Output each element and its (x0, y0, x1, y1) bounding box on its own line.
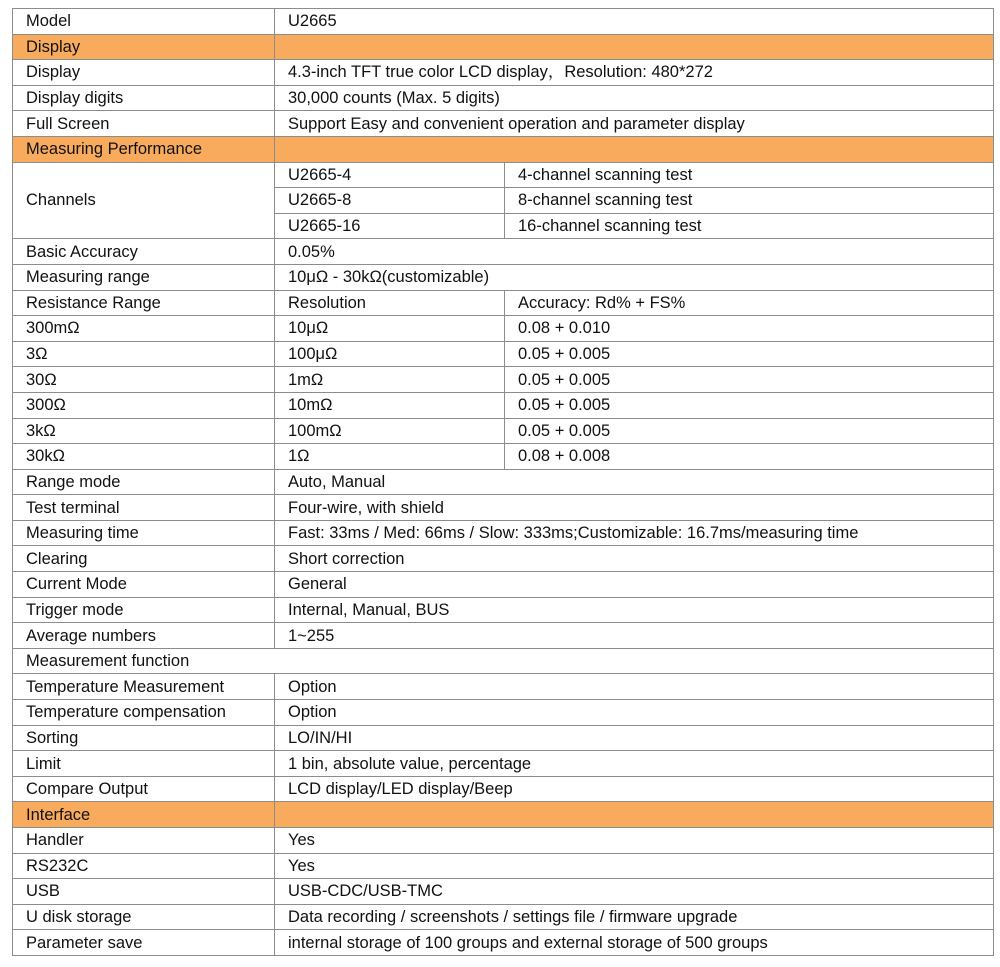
channel-row (13, 162, 994, 188)
spec-value: Auto, Manual (275, 469, 994, 495)
spec-value: internal storage of 100 groups and external storage of 500 groups (275, 930, 994, 956)
resolution-value: 1mΩ (275, 367, 505, 393)
spec-row (13, 751, 994, 777)
spec-row (13, 674, 994, 700)
resolution-value: 100mΩ (275, 418, 505, 444)
subsection-row-measurement-function (13, 648, 994, 674)
resistance-range: 30kΩ (13, 444, 275, 470)
spec-row (13, 469, 994, 495)
spec-value: 0.05% (275, 239, 994, 265)
spec-label: Display (13, 60, 275, 86)
spec-label: U disk storage (13, 904, 275, 930)
channel-desc: 8-channel scanning test (505, 188, 994, 214)
spec-value: Support Easy and convenient operation and parameter display (275, 111, 994, 137)
spec-label: Model (13, 9, 275, 35)
spec-row (13, 572, 994, 598)
spec-value: U2665 (275, 9, 994, 35)
resistance-range: 300mΩ (13, 316, 275, 342)
resistance-header-row (13, 290, 994, 316)
spec-row (13, 597, 994, 623)
spec-row (13, 828, 994, 854)
resistance-range-header: Resistance Range (13, 290, 275, 316)
spec-value: LO/IN/HI (275, 725, 994, 751)
resistance-range: 30Ω (13, 367, 275, 393)
spec-row (13, 776, 994, 802)
spec-row (13, 495, 994, 521)
channel-desc: 16-channel scanning test (505, 213, 994, 239)
spec-row (13, 60, 994, 86)
spec-row (13, 85, 994, 111)
spec-row (13, 239, 994, 265)
spec-label: USB (13, 879, 275, 905)
resistance-range: 300Ω (13, 392, 275, 418)
spec-row (13, 111, 994, 137)
resistance-row (13, 341, 994, 367)
spec-row (13, 623, 994, 649)
resistance-row (13, 418, 994, 444)
accuracy-value: 0.08 + 0.008 (505, 444, 994, 470)
spec-table (12, 8, 994, 956)
spec-label: Clearing (13, 546, 275, 572)
resistance-row (13, 316, 994, 342)
spec-value: Internal, Manual, BUS (275, 597, 994, 623)
spec-label: Handler (13, 828, 275, 854)
resolution-value: 1Ω (275, 444, 505, 470)
spec-value: Yes (275, 828, 994, 854)
spec-value: Option (275, 674, 994, 700)
accuracy-value: 0.05 + 0.005 (505, 341, 994, 367)
spec-value: Short correction (275, 546, 994, 572)
section-title: Interface (13, 802, 275, 828)
resistance-row (13, 392, 994, 418)
spec-label: Parameter save (13, 930, 275, 956)
spec-label: RS232C (13, 853, 275, 879)
resolution-header: Resolution (275, 290, 505, 316)
spec-value: Fast: 33ms / Med: 66ms / Slow: 333ms;Customizable: 16.7ms/measuring time (275, 520, 994, 546)
spec-label: Full Screen (13, 111, 275, 137)
spec-value: 1~255 (275, 623, 994, 649)
channel-model: U2665-16 (275, 213, 505, 239)
section-title: Display (13, 34, 275, 60)
spec-value: USB-CDC/USB-TMC (275, 879, 994, 905)
spec-row (13, 700, 994, 726)
spec-value: Option (275, 700, 994, 726)
accuracy-value: 0.05 + 0.005 (505, 392, 994, 418)
spec-label: Average numbers (13, 623, 275, 649)
channel-desc: 4-channel scanning test (505, 162, 994, 188)
accuracy-value: 0.08 + 0.010 (505, 316, 994, 342)
spec-value: LCD display/LED display/Beep (275, 776, 994, 802)
spec-value: Data recording / screenshots / settings file / firmware upgrade (275, 904, 994, 930)
spec-label: Sorting (13, 725, 275, 751)
spec-label: Trigger mode (13, 597, 275, 623)
spec-label: Temperature compensation (13, 700, 275, 726)
spec-value: General (275, 572, 994, 598)
resistance-row (13, 367, 994, 393)
spec-label: Measuring time (13, 520, 275, 546)
spec-label: Measuring range (13, 264, 275, 290)
spec-row (13, 725, 994, 751)
resistance-range: 3kΩ (13, 418, 275, 444)
channel-model: U2665-4 (275, 162, 505, 188)
resistance-row (13, 444, 994, 470)
spec-value: 4.3-inch TFT true color LCD display，Resolution: 480*272 (275, 60, 994, 86)
spec-row-model (13, 9, 994, 35)
section-header-measuring-performance (13, 136, 994, 162)
spec-label: Display digits (13, 85, 275, 111)
resolution-value: 10mΩ (275, 392, 505, 418)
spec-label: Test terminal (13, 495, 275, 521)
spec-label: Basic Accuracy (13, 239, 275, 265)
subsection-title: Measurement function (13, 648, 994, 674)
resolution-value: 100μΩ (275, 341, 505, 367)
spec-value: 10μΩ - 30kΩ(customizable) (275, 264, 994, 290)
resistance-range: 3Ω (13, 341, 275, 367)
spec-label: Compare Output (13, 776, 275, 802)
spec-row (13, 853, 994, 879)
channel-model: U2665-8 (275, 188, 505, 214)
spec-row (13, 930, 994, 956)
spec-value: 1 bin, absolute value, percentage (275, 751, 994, 777)
accuracy-value: 0.05 + 0.005 (505, 418, 994, 444)
resolution-value: 10μΩ (275, 316, 505, 342)
spec-label: Current Mode (13, 572, 275, 598)
spec-row (13, 520, 994, 546)
channels-label: Channels (13, 162, 275, 239)
section-header-display (13, 34, 994, 60)
spec-value: Yes (275, 853, 994, 879)
accuracy-header: Accuracy: Rd% + FS% (505, 290, 994, 316)
section-header-interface (13, 802, 994, 828)
spec-row (13, 879, 994, 905)
accuracy-value: 0.05 + 0.005 (505, 367, 994, 393)
spec-label: Range mode (13, 469, 275, 495)
spec-value: Four-wire, with shield (275, 495, 994, 521)
spec-row (13, 904, 994, 930)
spec-label: Temperature Measurement (13, 674, 275, 700)
spec-row (13, 264, 994, 290)
section-title: Measuring Performance (13, 136, 275, 162)
spec-value: 30,000 counts (Max. 5 digits) (275, 85, 994, 111)
spec-row (13, 546, 994, 572)
spec-label: Limit (13, 751, 275, 777)
